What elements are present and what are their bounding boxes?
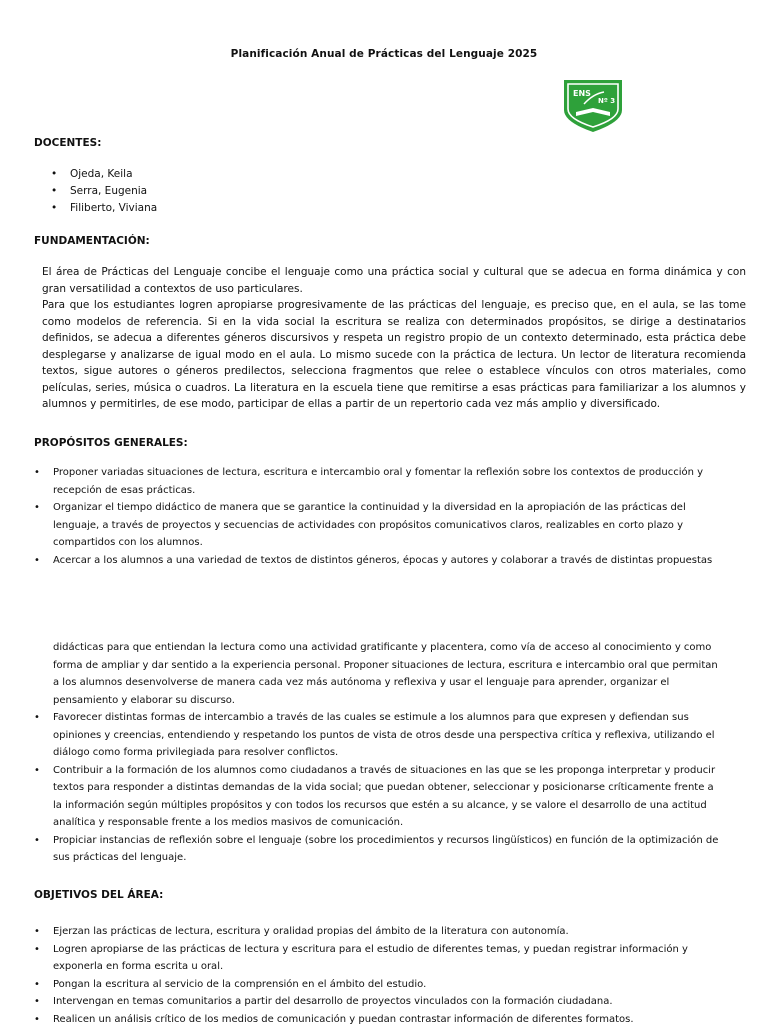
list-item: • Contribuir a la formación de los alumnos como ciudadanos a través de situaciones en las que se les proponga interpretar y producir textos para responder a distintas demandas de la vida social; que puedan obtener, seleccionar y posicionarse críticamente frente a la información según múltiples propósitos y con todos los recursos que estén a su alcance, y se valore el desarrollo de una actitud analítica y responsable frente a los medios masivos de comunicación. (53, 762, 723, 832)
list-item: • Serra, Eugenia (70, 183, 157, 200)
list-item-continuation: didácticas para que entiendan la lectura como una actividad gratificante y placentera, como vía de acceso al conocimiento y como forma de ampliar y dar sentido a la experiencia personal. Proponer situaciones de lectura, escritura e intercambio oral que permitan a los alumnos desenvolverse de manera cada vez más autónoma y reflexiva y usar el lenguaje para aprender, organizar el pensamiento y elaborar su discurso. (53, 639, 723, 709)
list-item: • Ejerzan las prácticas de lectura, escritura y oralidad propias del ámbito de la literatura con autonomía. (53, 923, 723, 941)
docentes-list (70, 166, 157, 217)
list-item: • Propiciar instancias de reflexión sobre el lenguaje (sobre los procedimientos y recursos lingüísticos) en función de la optimización de sus prácticas del lenguaje. (53, 832, 723, 867)
paragraph: Para que los estudiantes logren apropiarse progresivamente de las prácticas del lenguaje, es preciso que, en el aula, se las tome como modelos de referencia. Si en la vida social la escritura se realiza con determinados propósitos, se dirige a destinatarios definidos, se adecua a diferentes géneros discursivos y respeta un registro propio de un contexto determinado, esta práctica debe desplegarse y analizarse de igual modo en el aula. Lo mismo sucede con la práctica de lectura. Un lector de literatura recomienda textos, sigue autores o géneros predilectos, selecciona fragmentos que relee o establece vínculos con otros materiales, como películas, series, música o cuadros. La literatura en la escuela tiene que remitirse a esas prácticas para familiarizar a los alumnos y alumnos y permitirles, de ese modo, participar de ellas a partir de un repertorio cada vez más amplio y diversificado. (42, 297, 746, 413)
fundamentacion-heading: FUNDAMENTACIÓN: (34, 235, 150, 247)
list-item: • Realicen un análisis crítico de los medios de comunicación y puedan contrastar información de diferentes formatos. (53, 1011, 723, 1028)
fundamentacion-text (42, 264, 746, 413)
propositos-list (53, 464, 723, 569)
logo-text-top: ENS (573, 89, 591, 98)
paragraph: El área de Prácticas del Lenguaje concibe el lenguaje como una práctica social y cultural que se adecua en forma dinámica y con gran versatilidad a contextos de uso particulares. (42, 264, 746, 297)
list-item: • Organizar el tiempo didáctico de manera que se garantice la continuidad y la diversidad en la apropiación de las prácticas del lenguaje, a través de proyectos y secuencias de actividades con propósitos comunicativos claros, realizables en corto plazo y compartidos con los alumnos. (53, 499, 723, 552)
school-shield-logo (558, 76, 628, 134)
list-item: • Intervengan en temas comunitarios a partir del desarrollo de proyectos vinculados con la formación ciudadana. (53, 993, 723, 1011)
objetivos-heading: OBJETIVOS DEL ÁREA: (34, 889, 163, 901)
propositos-heading: PROPÓSITOS GENERALES: (34, 437, 188, 449)
objetivos-list (53, 923, 723, 1028)
list-item: • Filiberto, Viviana (70, 200, 157, 217)
docentes-heading: DOCENTES: (34, 137, 101, 149)
list-item: • Favorecer distintas formas de intercambio a través de las cuales se estimule a los alumnos para que expresen y defiendan sus opiniones y creencias, entendiendo y respetando los puntos de vista de otros desde una perspectiva crítica y reflexiva, utilizando el diálogo como forma privilegiada para resolver conflictos. (53, 709, 723, 762)
list-item: • Pongan la escritura al servicio de la comprensión en el ámbito del estudio. (53, 976, 723, 994)
document-title: Planificación Anual de Prácticas del Lenguaje 2025 (0, 48, 768, 60)
list-item: • Proponer variadas situaciones de lectura, escritura e intercambio oral y fomentar la reflexión sobre los contextos de producción y recepción de esas prácticas. (53, 464, 723, 499)
propositos-list-continued (53, 639, 723, 867)
logo-text-right: Nº 3 (598, 97, 615, 105)
list-item: • Logren apropiarse de las prácticas de lectura y escritura para el estudio de diferentes temas, y puedan registrar información y exponerla en forma escrita u oral. (53, 941, 723, 976)
list-item: • Acercar a los alumnos a una variedad de textos de distintos géneros, épocas y autores y colaborar a través de distintas propuestas (53, 552, 723, 570)
list-item: • Ojeda, Keila (70, 166, 157, 183)
